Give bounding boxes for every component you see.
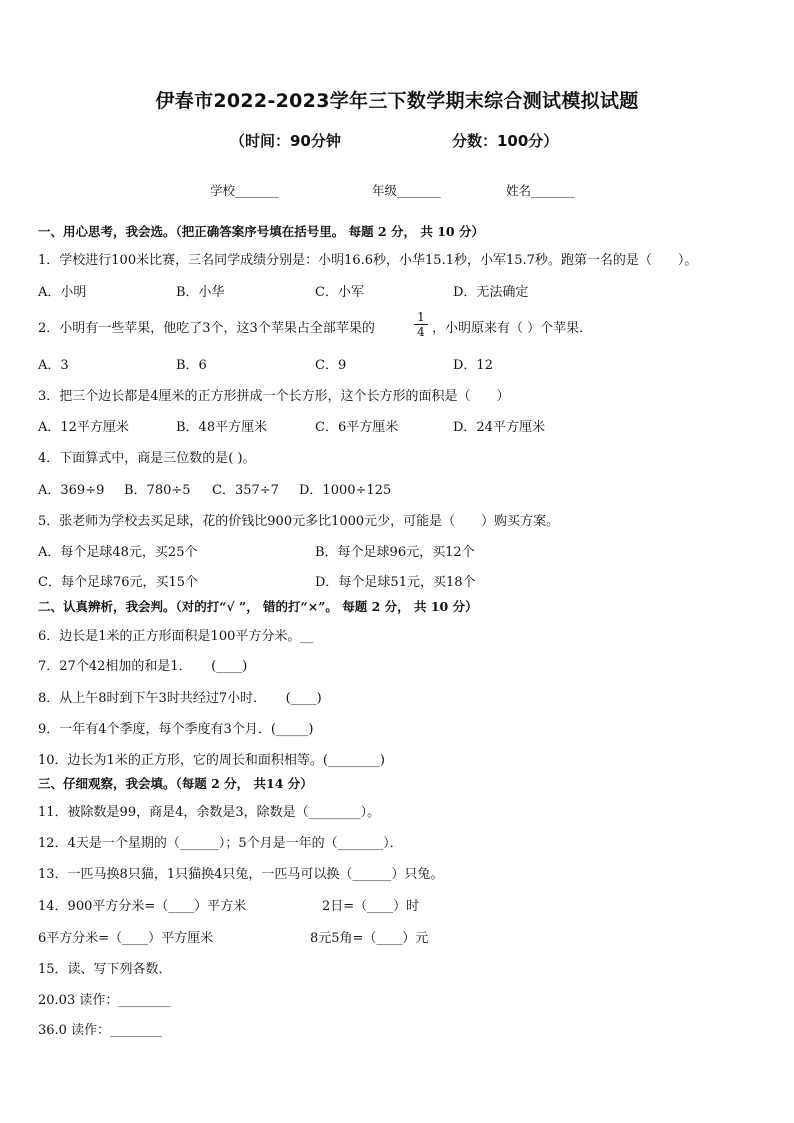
section-3-heading: 三、仔细观察，我会填。（每题 2 分， 共14 分） (38, 776, 313, 791)
grade-field: 年级_______ (372, 183, 441, 198)
question-11: 11．被除数是99，商是4，余数是3，除数是（________）。 (38, 805, 381, 820)
question-15-part-a: 20.03 读作：________ (38, 993, 171, 1008)
q4-option-c: C．357÷7 (212, 483, 279, 498)
q3-option-a: A．12平方厘米 (38, 420, 129, 435)
q1-option-d: D．无法确定 (453, 285, 529, 300)
q3-option-c: C．6平方厘米 (315, 420, 399, 435)
question-14-part-d: 8元5角=（____）元 (310, 931, 429, 946)
section-2-heading: 二、认真辨析，我会判。（对的打“√ ”， 错的打“×”。 每题 2 分， 共 10 分） (38, 599, 478, 614)
q2-option-d: D．12 (453, 358, 493, 373)
question-10: 10．边长为1米的正方形，它的周长和面积相等。(________) (38, 753, 385, 768)
question-13: 13．一匹马换8只猫，1只猫换4只兔，一匹马可以换（______）只兔。 (38, 867, 444, 882)
question-14-part-a: 14．900平方分米=（____）平方米 (38, 899, 247, 914)
q3-option-d: D．24平方厘米 (453, 420, 545, 435)
fraction-denominator: 4 (417, 325, 425, 339)
question-4: 4．下面算式中，商是三位数的是( )。 (38, 451, 256, 466)
q2-option-c: C．9 (315, 358, 347, 373)
fraction-one-quarter (414, 310, 428, 339)
question-5: 5．张老师为学校去买足球，花的价钱比900元多比1000元少，可能是（ ）购买方案。 (38, 514, 560, 529)
question-2: 2．小明有一些苹果，他吃了3个，这3个苹果占全部苹果的 (38, 321, 375, 336)
question-6: 6．边长是1米的正方形面积是100平方分米。__ (38, 629, 314, 644)
section-1-heading: 一、用心思考，我会选。（把正确答案序号填在括号里。 每题 2 分， 共 10 分） (38, 224, 484, 239)
fraction-numerator: 1 (414, 310, 428, 325)
question-9: 9．一年有4个季度，每个季度有3个月．(_____) (38, 722, 314, 737)
q5-option-d: D．每个足球51元，买18个 (315, 575, 476, 590)
exam-title: 伊春市2022-2023学年三下数学期末综合测试模拟试题 (155, 90, 639, 112)
school-field: 学校_______ (210, 183, 279, 198)
q2-option-a: A．3 (38, 358, 69, 373)
question-2-tail: ，小明原来有（ ）个苹果． (432, 321, 593, 336)
q3-option-b: B．48平方厘米 (176, 420, 268, 435)
q2-option-b: B．6 (176, 358, 207, 373)
question-15-part-b: 36.0 读作：________ (38, 1023, 163, 1038)
q4-option-b: B．780÷5 (124, 483, 191, 498)
question-15: 15．读、写下列各数． (38, 962, 172, 977)
exam-score: 分数：100分） (452, 132, 559, 150)
q1-option-c: C．小军 (315, 285, 364, 300)
q5-option-a: A．每个足球48元，买25个 (38, 545, 198, 560)
q4-option-d: D．1000÷125 (299, 483, 392, 498)
question-7: 7．27个42相加的和是1． (____) (38, 659, 248, 674)
question-8: 8．从上午8时到下午3时共经过7小时． (____) (38, 691, 322, 706)
question-12: 12．4天是一个星期的（______）；5个月是一年的（_______）． (38, 836, 403, 851)
question-3: 3．把三个边长都是4厘米的正方形拼成一个长方形，这个长方形的面积是（ ） (38, 389, 510, 404)
q1-option-b: B．小华 (176, 285, 225, 300)
question-1: 1．学校进行100米比赛，三名同学成绩分别是：小明16.6秒，小华15.1秒，小军15.7秒。跑第一名的是（ ）。 (38, 253, 698, 268)
question-14-part-b: 2日=（____）时 (322, 899, 420, 914)
question-14-part-c: 6平方分米=（____）平方厘米 (38, 931, 214, 946)
q5-option-c: C．每个足球76元，买15个 (38, 575, 199, 590)
q4-option-a: A．369÷9 (38, 483, 105, 498)
q1-option-a: A．小明 (38, 285, 87, 300)
q5-option-b: B．每个足球96元，买12个 (315, 545, 475, 560)
exam-time: （时间：90分钟 (230, 132, 341, 150)
name-field: 姓名_______ (506, 183, 575, 198)
